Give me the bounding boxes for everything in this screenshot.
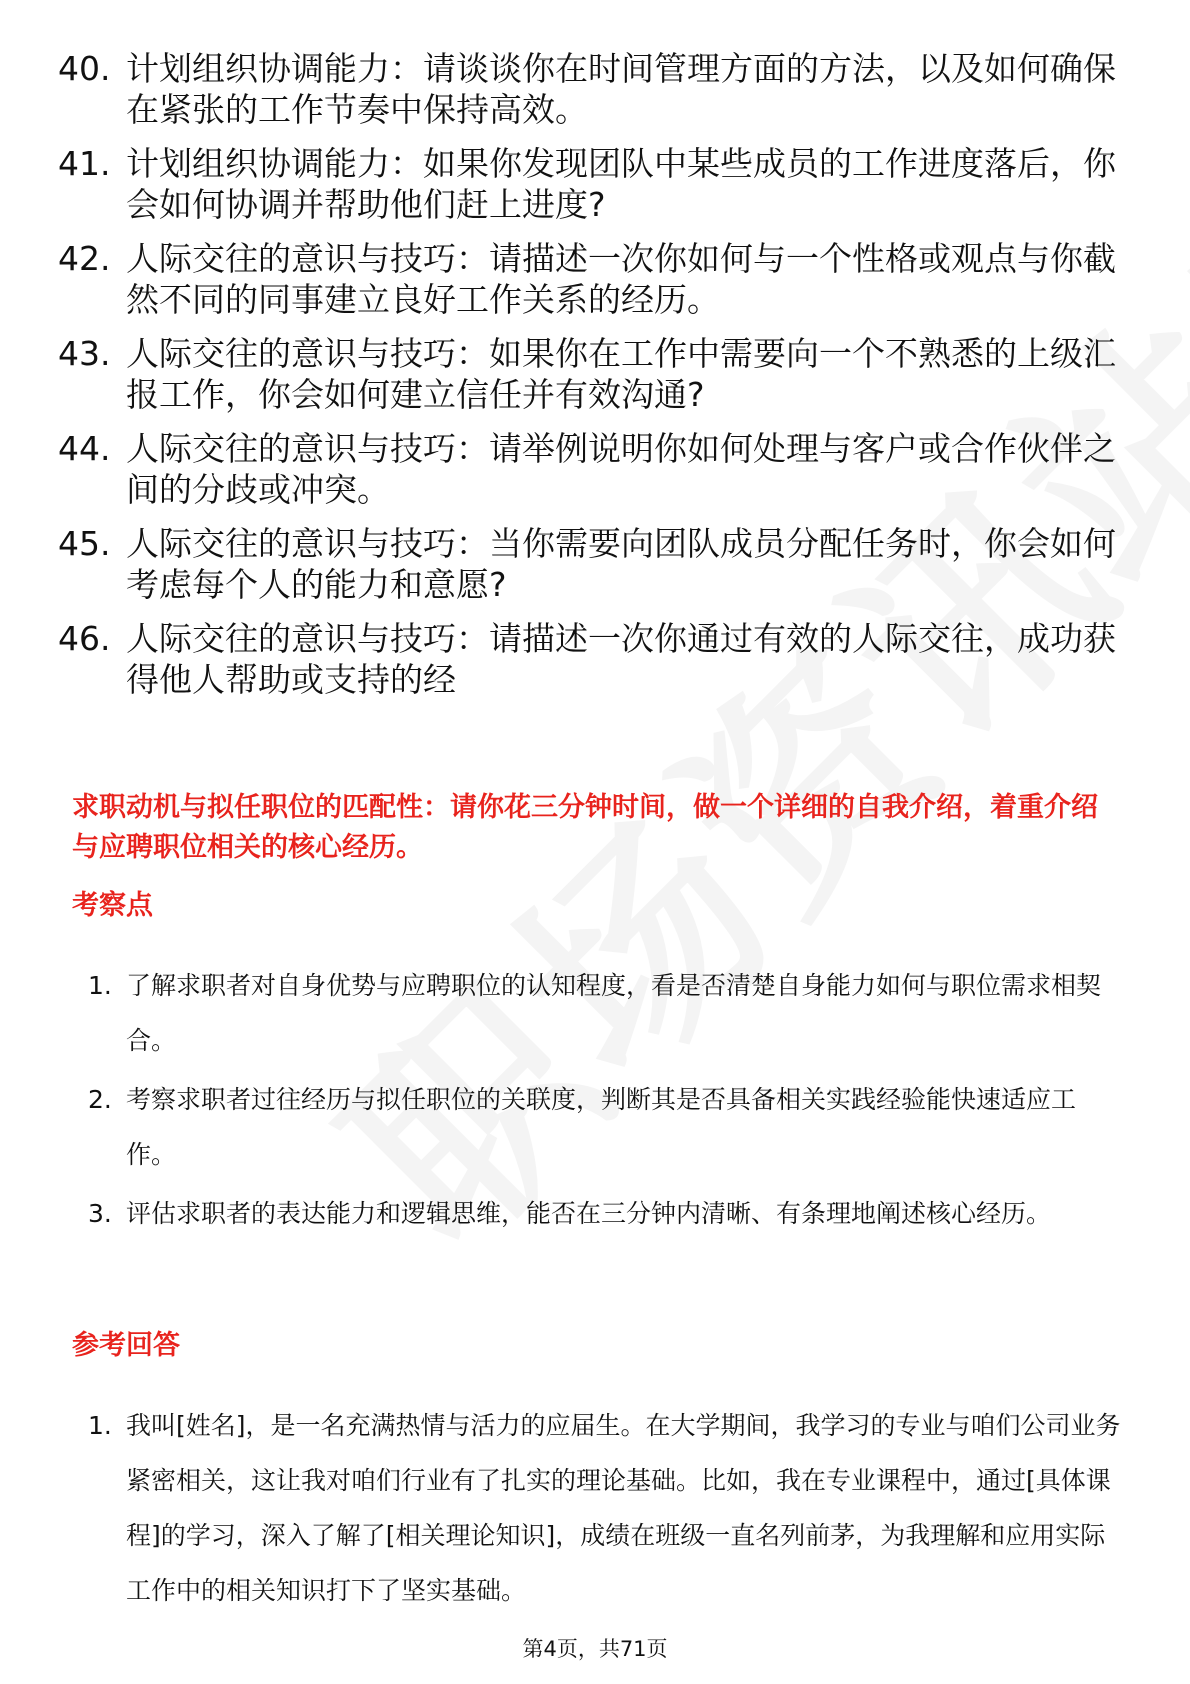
list-item-number: 2. (88, 1085, 112, 1114)
question-number: 46. (58, 619, 111, 658)
list-item-text: 我叫[姓名]，是一名充满热情与活力的应届生。在大学期间，我学习的专业与咱们公司业务紧密相关，这让我对咱们行业有了扎实的理论基础。比如，我在专业课程中，通过[具体课程]的学习，深入了解了[相关理论知识]，成绩在班级一直名列前茅，为我理解和应用实际工作中的相关知识打下了坚实基础。 (126, 1411, 1121, 1605)
question-text: 人际交往的意识与技巧：当你需要向团队成员分配任务时，你会如何考虑每个人的能力和意愿? (126, 524, 1116, 604)
question-list (0, 48, 1190, 713)
list-item-number: 3. (88, 1199, 112, 1228)
list-item-number: 1. (88, 1411, 112, 1440)
question-item (0, 333, 1190, 415)
question-number: 45. (58, 524, 111, 563)
question-text: 计划组织协调能力：请谈谈你在时间管理方面的方法，以及如何确保在紧张的工作节奏中保持高效。 (126, 49, 1116, 129)
list-item (0, 1186, 1190, 1241)
list-item (0, 1398, 1190, 1618)
question-number: 42. (58, 239, 111, 278)
list-item-number: 1. (88, 971, 112, 1000)
examine-points-list (0, 958, 1190, 1245)
question-number: 41. (58, 144, 111, 183)
page-footer: 第4页，共71页 (522, 1637, 668, 1661)
question-text: 人际交往的意识与技巧：如果你在工作中需要向一个不熟悉的上级汇报工作，你会如何建立信任并有效沟通? (126, 334, 1116, 414)
question-text: 人际交往的意识与技巧：请描述一次你通过有效的人际交往，成功获得他人帮助或支持的经 (126, 619, 1116, 699)
question-item (0, 48, 1190, 130)
question-item (0, 143, 1190, 225)
question-number: 43. (58, 334, 111, 373)
question-number: 40. (58, 49, 111, 88)
examine-heading: 考察点 (72, 890, 153, 921)
question-item (0, 428, 1190, 510)
list-item (0, 1072, 1190, 1182)
question-item (0, 238, 1190, 320)
list-item-text: 评估求职者的表达能力和逻辑思维，能否在三分钟内清晰、有条理地阐述核心经历。 (126, 1199, 1052, 1228)
question-text: 人际交往的意识与技巧：请举例说明你如何处理与客户或合作伙伴之间的分歧或冲突。 (126, 429, 1116, 509)
answer-heading: 参考回答 (72, 1330, 180, 1361)
list-item-text: 考察求职者过往经历与拟任职位的关联度，判断其是否具备相关实践经验能快速适应工作。 (126, 1085, 1077, 1169)
list-item-text: 了解求职者对自身优势与应聘职位的认知程度，看是否清楚自身能力如何与职位需求相契合。 (126, 971, 1102, 1055)
question-item (0, 618, 1190, 700)
question-text: 计划组织协调能力：如果你发现团队中某些成员的工作进度落后，你会如何协调并帮助他们赶上进度? (126, 144, 1116, 224)
question-text: 人际交往的意识与技巧：请描述一次你如何与一个性格或观点与你截然不同的同事建立良好工作关系的经历。 (126, 239, 1116, 319)
answer-points-list (0, 1398, 1190, 1622)
question-number: 44. (58, 429, 111, 468)
question-item (0, 523, 1190, 605)
list-item (0, 958, 1190, 1068)
section-title: 求职动机与拟任职位的匹配性：请你花三分钟时间，做一个详细的自我介绍，着重介绍与应聘职位相关的核心经历。 (72, 792, 1098, 863)
